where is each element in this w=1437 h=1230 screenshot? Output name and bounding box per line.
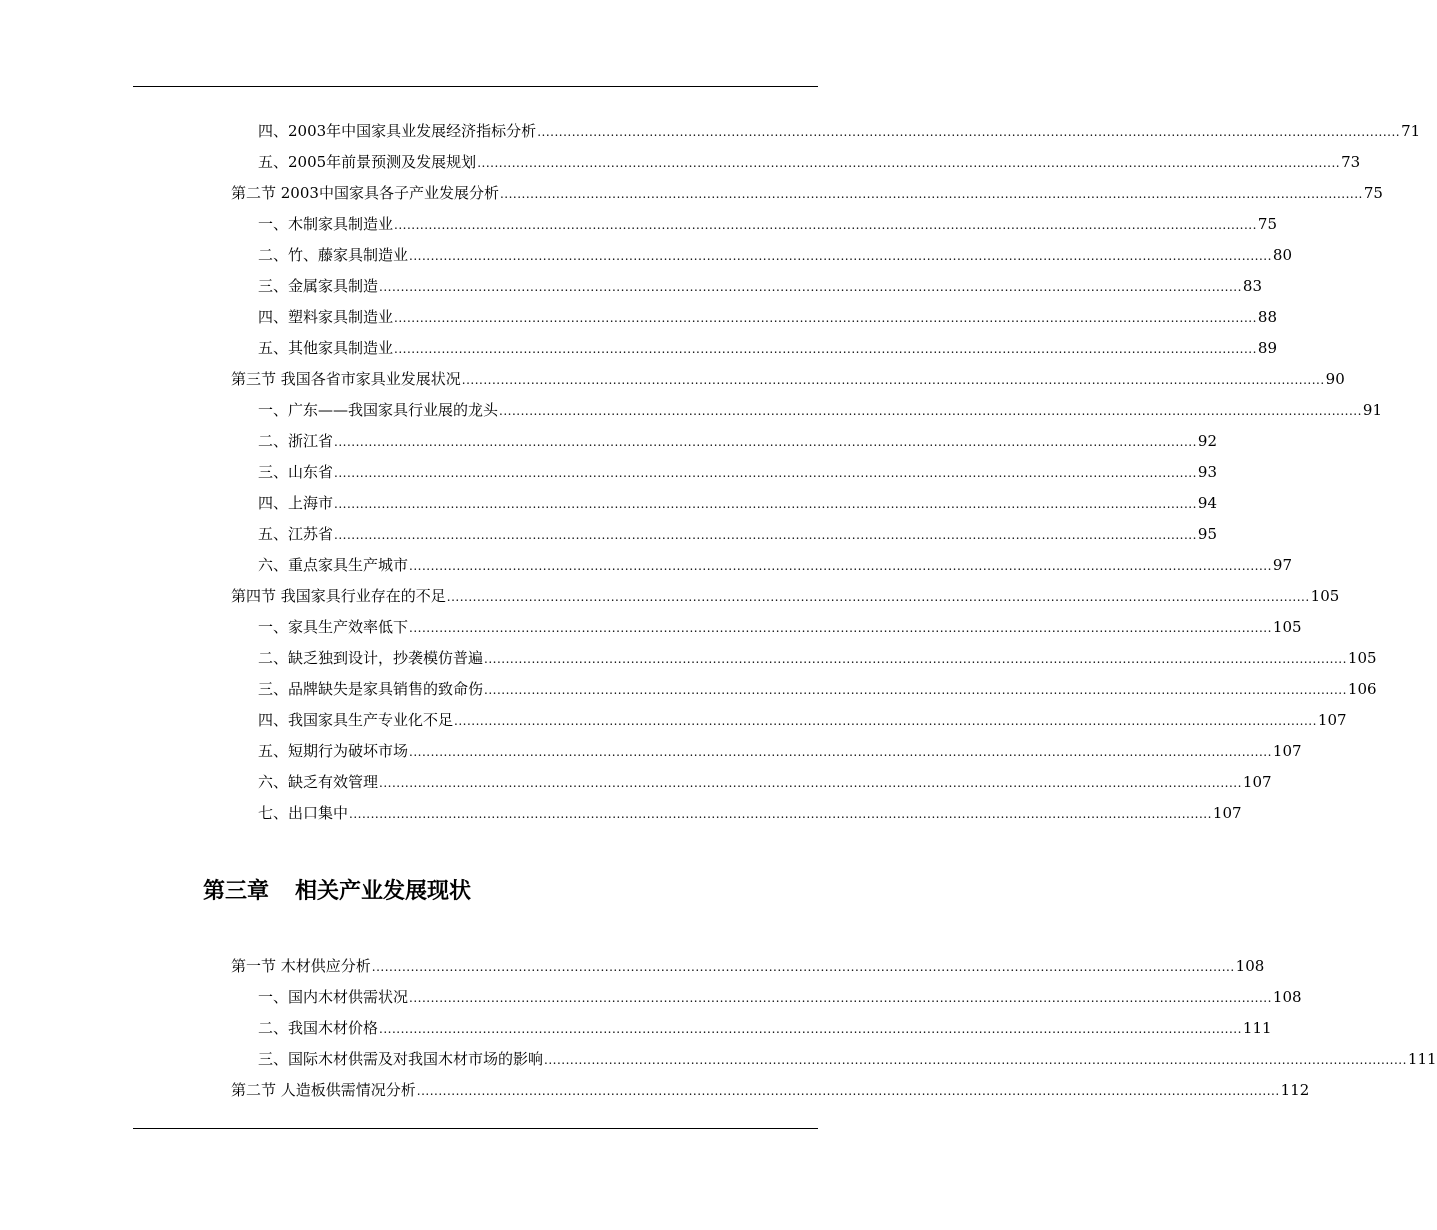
dot-leader: ........................................................................................................................................................................................................ [484,652,1347,666]
toc-entry-label: 四、塑料家具制造业 [258,308,394,326]
toc-entry-page: 89 [1257,339,1277,357]
dot-leader: ........................................................................................................................................................................................................ [379,776,1242,790]
toc-entry-label: 七、出口集中 [258,804,349,822]
toc-entry-page: 94 [1197,494,1217,512]
toc-entry[interactable] [258,399,1382,421]
toc-entry-page: 90 [1325,370,1345,388]
toc-entry-label: 第二节 2003中国家具各子产业发展分析 [231,184,499,202]
footer-rule [133,1128,818,1129]
toc-entry-label: 第四节 我国家具行业存在的不足 [231,587,446,605]
toc-entry-label: 六、重点家具生产城市 [258,556,409,574]
chapter-number: 第三章 [203,879,270,904]
toc-entry[interactable] [258,678,1377,700]
toc-entry-page: 107 [1272,742,1302,760]
toc-entry[interactable] [258,771,1272,793]
dot-leader: ........................................................................................................................................................................................................ [394,218,1257,232]
toc-entry[interactable] [258,430,1217,452]
toc-entry-label: 三、山东省 [258,463,334,481]
toc-entry-label: 第三节 我国各省市家具业发展状况 [231,370,461,388]
toc-entry[interactable] [258,647,1377,669]
dot-leader: ........................................................................................................................................................................................................ [484,683,1347,697]
toc-entry[interactable] [258,213,1277,235]
toc-entry[interactable] [258,1017,1272,1039]
toc-section-entry[interactable] [231,368,1345,390]
dot-leader: ........................................................................................................................................................................................................ [334,528,1197,542]
toc-entry[interactable] [258,802,1242,824]
toc-entry-page: 112 [1280,1081,1310,1099]
dot-leader: ........................................................................................................................................................................................................ [334,435,1197,449]
chapter-title: 相关产业发展现状 [295,879,472,904]
dot-leader: ........................................................................................................................................................................................................ [499,187,1363,201]
toc-entry-page: 107 [1242,773,1272,791]
toc-section-entry[interactable] [231,182,1383,204]
toc-entry-label: 四、上海市 [258,494,334,512]
toc-entry[interactable] [258,1048,1437,1070]
toc-entry-page: 97 [1272,556,1292,574]
toc-entry-page: 106 [1347,680,1377,698]
toc-entry-label: 第一节 木材供应分析 [231,957,371,975]
toc-entry-page: 80 [1272,246,1292,264]
dot-leader: ........................................................................................................................................................................................................ [379,280,1242,294]
dot-leader: ........................................................................................................................................................................................................ [537,125,1401,139]
toc-entry[interactable] [258,151,1361,173]
toc-entry-label: 六、缺乏有效管理 [258,773,379,791]
toc-entry-label: 一、家具生产效率低下 [258,618,409,636]
toc-entry-page: 95 [1197,525,1217,543]
toc-entry-label: 五、其他家具制造业 [258,339,394,357]
dot-leader: ........................................................................................................................................................................................................ [409,991,1272,1005]
dot-leader: ........................................................................................................................................................................................................ [477,156,1341,170]
toc-entry-page: 107 [1212,804,1242,822]
dot-leader: ........................................................................................................................................................................................................ [349,807,1212,821]
toc-entry-label: 一、木制家具制造业 [258,215,394,233]
toc-entry-label: 三、金属家具制造 [258,277,379,295]
dot-leader: ........................................................................................................................................................................................................ [544,1053,1407,1067]
toc-entry-page: 75 [1257,215,1277,233]
toc-entry-page: 105 [1272,618,1302,636]
toc-entry-page: 88 [1257,308,1277,326]
toc-entry-page: 92 [1197,432,1217,450]
dot-leader: ........................................................................................................................................................................................................ [409,745,1272,759]
toc-entry-page: 83 [1242,277,1262,295]
dot-leader: ........................................................................................................................................................................................................ [416,1084,1280,1098]
toc-entry-page: 93 [1197,463,1217,481]
toc-entry-label: 一、广东——我国家具行业展的龙头 [258,401,499,419]
chapter-heading [203,874,471,910]
dot-leader: ........................................................................................................................................................................................................ [334,497,1197,511]
dot-leader: ........................................................................................................................................................................................................ [394,311,1257,325]
toc-entry-page: 105 [1310,587,1340,605]
toc-entry-page: 111 [1407,1050,1437,1068]
dot-leader: ........................................................................................................................................................................................................ [371,960,1235,974]
dot-leader: ........................................................................................................................................................................................................ [409,559,1272,573]
dot-leader: ........................................................................................................................................................................................................ [461,373,1325,387]
toc-entry-page: 105 [1347,649,1377,667]
dot-leader: ........................................................................................................................................................................................................ [499,404,1362,418]
toc-entry-label: 二、浙江省 [258,432,334,450]
toc-entry-page: 71 [1401,122,1421,140]
dot-leader: ........................................................................................................................................................................................................ [334,466,1197,480]
toc-entry-page: 73 [1341,153,1361,171]
toc-entry[interactable] [258,709,1347,731]
toc-entry-label: 三、国际木材供需及对我国木材市场的影响 [258,1050,544,1068]
toc-entry-page: 75 [1363,184,1383,202]
toc-entry-page: 108 [1235,957,1265,975]
dot-leader: ........................................................................................................................................................................................................ [409,621,1272,635]
toc-entry-label: 四、2003年中国家具业发展经济指标分析 [258,122,537,140]
toc-entry[interactable] [258,306,1277,328]
toc-entry-page: 91 [1362,401,1382,419]
toc-entry[interactable] [258,461,1217,483]
toc-entry[interactable] [258,740,1302,762]
toc-entry[interactable] [258,986,1302,1008]
toc-entry[interactable] [258,523,1217,545]
dot-leader: ........................................................................................................................................................................................................ [454,714,1317,728]
toc-entry-label: 三、品牌缺失是家具销售的致命伤 [258,680,484,698]
dot-leader: ........................................................................................................................................................................................................ [394,342,1257,356]
toc-section-entry[interactable] [231,1079,1310,1101]
toc-entry-label: 五、江苏省 [258,525,334,543]
toc-entry-label: 第二节 人造板供需情况分析 [231,1081,416,1099]
toc-entry[interactable] [258,337,1277,359]
toc-entry-page: 111 [1242,1019,1272,1037]
dot-leader: ........................................................................................................................................................................................................ [409,249,1272,263]
toc-entry[interactable] [258,120,1421,142]
toc-entry-page: 107 [1317,711,1347,729]
toc-section-entry[interactable] [231,585,1340,607]
toc-section-entry[interactable] [231,955,1265,977]
toc-entry-label: 二、缺乏独到设计，抄袭模仿普遍 [258,649,484,667]
toc-entry-label: 四、我国家具生产专业化不足 [258,711,454,729]
toc-entry-label: 二、我国木材价格 [258,1019,379,1037]
dot-leader: ........................................................................................................................................................................................................ [446,590,1310,604]
toc-entry[interactable] [258,492,1217,514]
toc-entry-label: 一、国内木材供需状况 [258,988,409,1006]
toc-entry[interactable] [258,554,1292,576]
toc-entry-label: 二、竹、藤家具制造业 [258,246,409,264]
header-rule [133,86,818,87]
dot-leader: ........................................................................................................................................................................................................ [379,1022,1242,1036]
toc-entry[interactable] [258,244,1292,266]
toc-entry[interactable] [258,616,1302,638]
toc-entry-label: 五、短期行为破坏市场 [258,742,409,760]
toc-entry-label: 五、2005年前景预测及发展规划 [258,153,477,171]
toc-entry-page: 108 [1272,988,1302,1006]
toc-entry[interactable] [258,275,1262,297]
